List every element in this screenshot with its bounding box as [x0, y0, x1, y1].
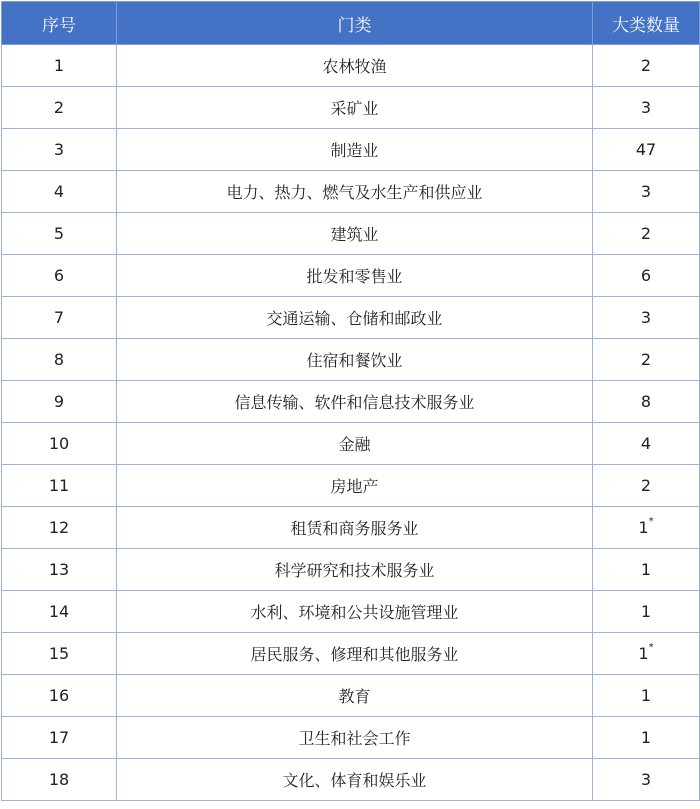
row-count-cell — [593, 45, 700, 87]
table-row — [2, 507, 700, 549]
row-category: 居民服务、修理和其他服务业 — [117, 633, 593, 675]
row-number: 14 — [2, 591, 117, 633]
row-number: 16 — [2, 675, 117, 717]
row-category: 农林牧渔 — [117, 45, 593, 87]
row-count: 1 — [640, 728, 652, 747]
row-count-cell — [593, 759, 700, 801]
row-category: 信息传输、软件和信息技术服务业 — [117, 381, 593, 423]
row-number: 5 — [2, 213, 117, 255]
table-row — [2, 591, 700, 633]
row-count: 3 — [640, 308, 652, 327]
table-row — [2, 171, 700, 213]
row-category: 制造业 — [117, 129, 593, 171]
row-count: 3 — [640, 98, 652, 117]
row-count-cell — [593, 717, 700, 759]
row-category: 科学研究和技术服务业 — [117, 549, 593, 591]
row-number: 10 — [2, 423, 117, 465]
table-row — [2, 717, 700, 759]
row-category: 建筑业 — [117, 213, 593, 255]
table-row — [2, 87, 700, 129]
table-row — [2, 255, 700, 297]
row-count-cell — [593, 171, 700, 213]
row-count-cell — [593, 339, 700, 381]
row-number: 17 — [2, 717, 117, 759]
row-category: 交通运输、仓储和邮政业 — [117, 297, 593, 339]
row-category: 电力、热力、燃气及水生产和供应业 — [117, 171, 593, 213]
table-row — [2, 465, 700, 507]
row-count-cell — [593, 255, 700, 297]
row-number: 3 — [2, 129, 117, 171]
row-category: 房地产 — [117, 465, 593, 507]
row-count-cell — [593, 129, 700, 171]
row-category: 文化、体育和娱乐业 — [117, 759, 593, 801]
table-row — [2, 297, 700, 339]
table-row — [2, 129, 700, 171]
table-header-row — [2, 2, 700, 45]
row-count: 8 — [640, 392, 652, 411]
row-category: 教育 — [117, 675, 593, 717]
row-count: 2 — [640, 476, 652, 495]
row-number: 12 — [2, 507, 117, 549]
row-number: 2 — [2, 87, 117, 129]
row-number: 4 — [2, 171, 117, 213]
row-count: 6 — [640, 266, 652, 285]
row-count-cell — [593, 549, 700, 591]
row-number: 6 — [2, 255, 117, 297]
table-body — [2, 45, 700, 801]
row-count-cell — [593, 213, 700, 255]
row-count: 1 — [640, 560, 652, 579]
header-number: 序号 — [2, 2, 117, 45]
table-row — [2, 549, 700, 591]
row-count-cell — [593, 297, 700, 339]
row-count-cell — [593, 465, 700, 507]
row-count-cell — [593, 423, 700, 465]
footnote-mark: * — [648, 515, 654, 527]
header-count: 大类数量 — [593, 2, 700, 45]
table-row — [2, 759, 700, 801]
header-category: 门类 — [117, 2, 593, 45]
table-row — [2, 381, 700, 423]
row-category: 金融 — [117, 423, 593, 465]
row-count-cell — [593, 591, 700, 633]
table-row — [2, 423, 700, 465]
row-number: 15 — [2, 633, 117, 675]
row-category: 批发和零售业 — [117, 255, 593, 297]
table-row — [2, 633, 700, 675]
row-count: 1 — [640, 686, 652, 705]
row-number: 18 — [2, 759, 117, 801]
row-number: 1 — [2, 45, 117, 87]
row-count-cell — [593, 675, 700, 717]
table-row — [2, 45, 700, 87]
row-count: 4 — [640, 434, 652, 453]
row-category: 住宿和餐饮业 — [117, 339, 593, 381]
row-number: 9 — [2, 381, 117, 423]
row-count: 1 — [640, 602, 652, 621]
row-count: 1 — [638, 644, 649, 663]
row-category: 采矿业 — [117, 87, 593, 129]
row-count: 2 — [640, 56, 652, 75]
row-count: 1 — [638, 518, 649, 537]
row-count-cell — [593, 507, 700, 549]
table-row — [2, 213, 700, 255]
row-category: 卫生和社会工作 — [117, 717, 593, 759]
row-count: 3 — [640, 770, 652, 789]
row-count-cell — [593, 381, 700, 423]
table-row — [2, 675, 700, 717]
row-number: 8 — [2, 339, 117, 381]
footnote-mark: * — [648, 641, 654, 653]
row-number: 7 — [2, 297, 117, 339]
row-count-cell — [593, 87, 700, 129]
row-category: 水利、环境和公共设施管理业 — [117, 591, 593, 633]
row-count: 3 — [640, 182, 652, 201]
row-count: 2 — [640, 350, 652, 369]
table-row — [2, 339, 700, 381]
row-number: 11 — [2, 465, 117, 507]
row-category: 租赁和商务服务业 — [117, 507, 593, 549]
row-count: 2 — [640, 224, 652, 243]
row-number: 13 — [2, 549, 117, 591]
industry-category-table — [1, 1, 700, 801]
row-count-cell — [593, 633, 700, 675]
row-count: 47 — [635, 140, 657, 159]
